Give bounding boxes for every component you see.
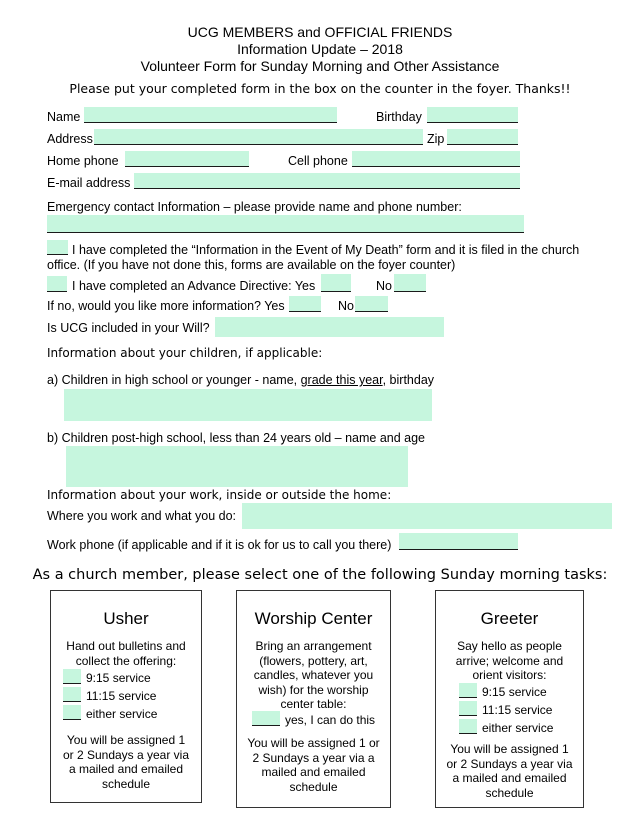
children-b-text: b) Children post-high school, less than 24 years old – name and age bbox=[47, 431, 426, 445]
usher-description: Hand out bulletins and collect the offering: bbox=[66, 639, 186, 668]
worship-center-title: Worship Center bbox=[254, 609, 373, 628]
email-field[interactable] bbox=[134, 173, 520, 189]
address-field[interactable] bbox=[94, 129, 423, 145]
usher-option-either-label: either service bbox=[86, 707, 158, 721]
work-phone-field[interactable] bbox=[399, 533, 518, 550]
emergency-label: Emergency contact Information – please provide name and phone number: bbox=[47, 200, 462, 214]
greeter-option-either-label: either service bbox=[482, 721, 554, 735]
worship-center-option-yes-checkbox[interactable] bbox=[252, 711, 280, 726]
greeter-title: Greeter bbox=[480, 609, 539, 628]
work-info-heading: Information about your work, inside or outside the home: bbox=[47, 488, 392, 502]
usher-option-915[interactable] bbox=[63, 669, 151, 685]
usher-option-1115[interactable] bbox=[63, 687, 156, 703]
death-form-checkbox[interactable] bbox=[47, 240, 68, 255]
header-line-2: Information Update – 2018 bbox=[237, 41, 403, 57]
address-label: Address bbox=[47, 132, 93, 146]
more-info-yes-field[interactable] bbox=[289, 296, 321, 312]
advance-directive-no-label: No bbox=[376, 279, 392, 293]
greeter-option-either-checkbox[interactable] bbox=[459, 719, 477, 734]
greeter-option-915-label: 9:15 service bbox=[482, 685, 547, 699]
cell-phone-label: Cell phone bbox=[288, 154, 348, 168]
usher-footer: You will be assigned 1 or 2 Sundays a year via a mailed and emailed schedule bbox=[62, 733, 190, 791]
email-label: E-mail address bbox=[47, 176, 131, 190]
greeter-option-915[interactable] bbox=[459, 683, 547, 699]
tasks-heading: As a church member, please select one of the following Sunday morning tasks: bbox=[32, 567, 608, 583]
greeter-option-1115[interactable] bbox=[459, 701, 552, 717]
greeter-option-either[interactable] bbox=[459, 719, 553, 735]
advance-directive-no-field[interactable] bbox=[394, 274, 426, 292]
children-a-field[interactable] bbox=[64, 389, 432, 421]
worship-center-box bbox=[236, 590, 391, 808]
birthday-field[interactable] bbox=[427, 107, 518, 123]
usher-title: Usher bbox=[103, 609, 149, 628]
will-label: Is UCG included in your Will? bbox=[47, 321, 210, 335]
greeter-option-1115-checkbox[interactable] bbox=[459, 701, 477, 716]
where-work-field[interactable] bbox=[242, 503, 612, 529]
instruction-text: Please put your completed form in the box on the counter in the foyer. Thanks!! bbox=[69, 81, 571, 96]
children-info-heading: Information about your children, if applicable: bbox=[47, 346, 323, 360]
more-info-text: If no, would you like more information? Yes bbox=[47, 299, 285, 313]
worship-center-option-yes-label: yes, I can do this bbox=[285, 713, 376, 727]
usher-option-either[interactable] bbox=[63, 705, 157, 721]
advance-directive-checkbox[interactable] bbox=[47, 276, 67, 292]
greeter-box bbox=[435, 590, 584, 808]
greeter-option-1115-label: 11:15 service bbox=[482, 703, 553, 717]
emergency-field[interactable] bbox=[47, 215, 524, 233]
will-field[interactable] bbox=[215, 317, 444, 337]
zip-label: Zip bbox=[427, 132, 445, 146]
cell-phone-field[interactable] bbox=[352, 151, 520, 167]
name-label: Name bbox=[47, 110, 81, 124]
usher-option-1115-checkbox[interactable] bbox=[63, 687, 81, 702]
death-form-text-2: office. (If you have not done this, forms are available on the foyer counter) bbox=[47, 258, 456, 272]
home-phone-label: Home phone bbox=[47, 154, 119, 168]
more-info-no-label: No bbox=[338, 299, 354, 313]
children-a-underline: grade this year bbox=[300, 373, 383, 387]
more-info-no-field[interactable] bbox=[355, 296, 388, 312]
children-a-text bbox=[47, 373, 434, 388]
name-field[interactable] bbox=[84, 107, 337, 123]
worship-center-description: Bring an arrangement (flowers, pottery, art, candles, whatever you wish) for the worship center table: bbox=[253, 639, 374, 711]
greeter-option-915-checkbox[interactable] bbox=[459, 683, 477, 698]
zip-field[interactable] bbox=[447, 129, 518, 145]
birthday-label: Birthday bbox=[376, 110, 422, 124]
work-phone-label: Work phone (if applicable and if it is ok for us to call you there) bbox=[47, 538, 392, 552]
advance-directive-text: I have completed an Advance Directive: Yes bbox=[72, 279, 316, 293]
advance-directive-yes-field[interactable] bbox=[321, 274, 351, 292]
children-a-post: , birthday bbox=[382, 373, 435, 387]
death-form-text-1: I have completed the “Information in the Event of My Death” form and it is filed in the church bbox=[72, 243, 580, 257]
children-b-field[interactable] bbox=[66, 446, 408, 487]
usher-option-1115-label: 11:15 service bbox=[86, 689, 157, 703]
header-line-1: UCG MEMBERS and OFFICIAL FRIENDS bbox=[187, 24, 453, 40]
greeter-footer: You will be assigned 1 or 2 Sundays a year via a mailed and emailed schedule bbox=[446, 742, 573, 800]
greeter-description: Say hello as people arrive; welcome and orient visitors: bbox=[455, 639, 564, 682]
usher-option-915-label: 9:15 service bbox=[86, 671, 151, 685]
children-a-pre: a) Children in high school or younger - name, bbox=[47, 373, 301, 387]
usher-box bbox=[50, 590, 202, 803]
worship-center-option-yes[interactable] bbox=[252, 711, 375, 727]
header-line-3: Volunteer Form for Sunday Morning and Other Assistance bbox=[140, 58, 500, 74]
worship-center-footer: You will be assigned 1 or 2 Sundays a year via a mailed and emailed schedule bbox=[247, 736, 380, 794]
home-phone-field[interactable] bbox=[125, 151, 249, 167]
where-work-label: Where you work and what you do: bbox=[47, 509, 236, 523]
usher-option-either-checkbox[interactable] bbox=[63, 705, 81, 720]
usher-option-915-checkbox[interactable] bbox=[63, 669, 81, 684]
